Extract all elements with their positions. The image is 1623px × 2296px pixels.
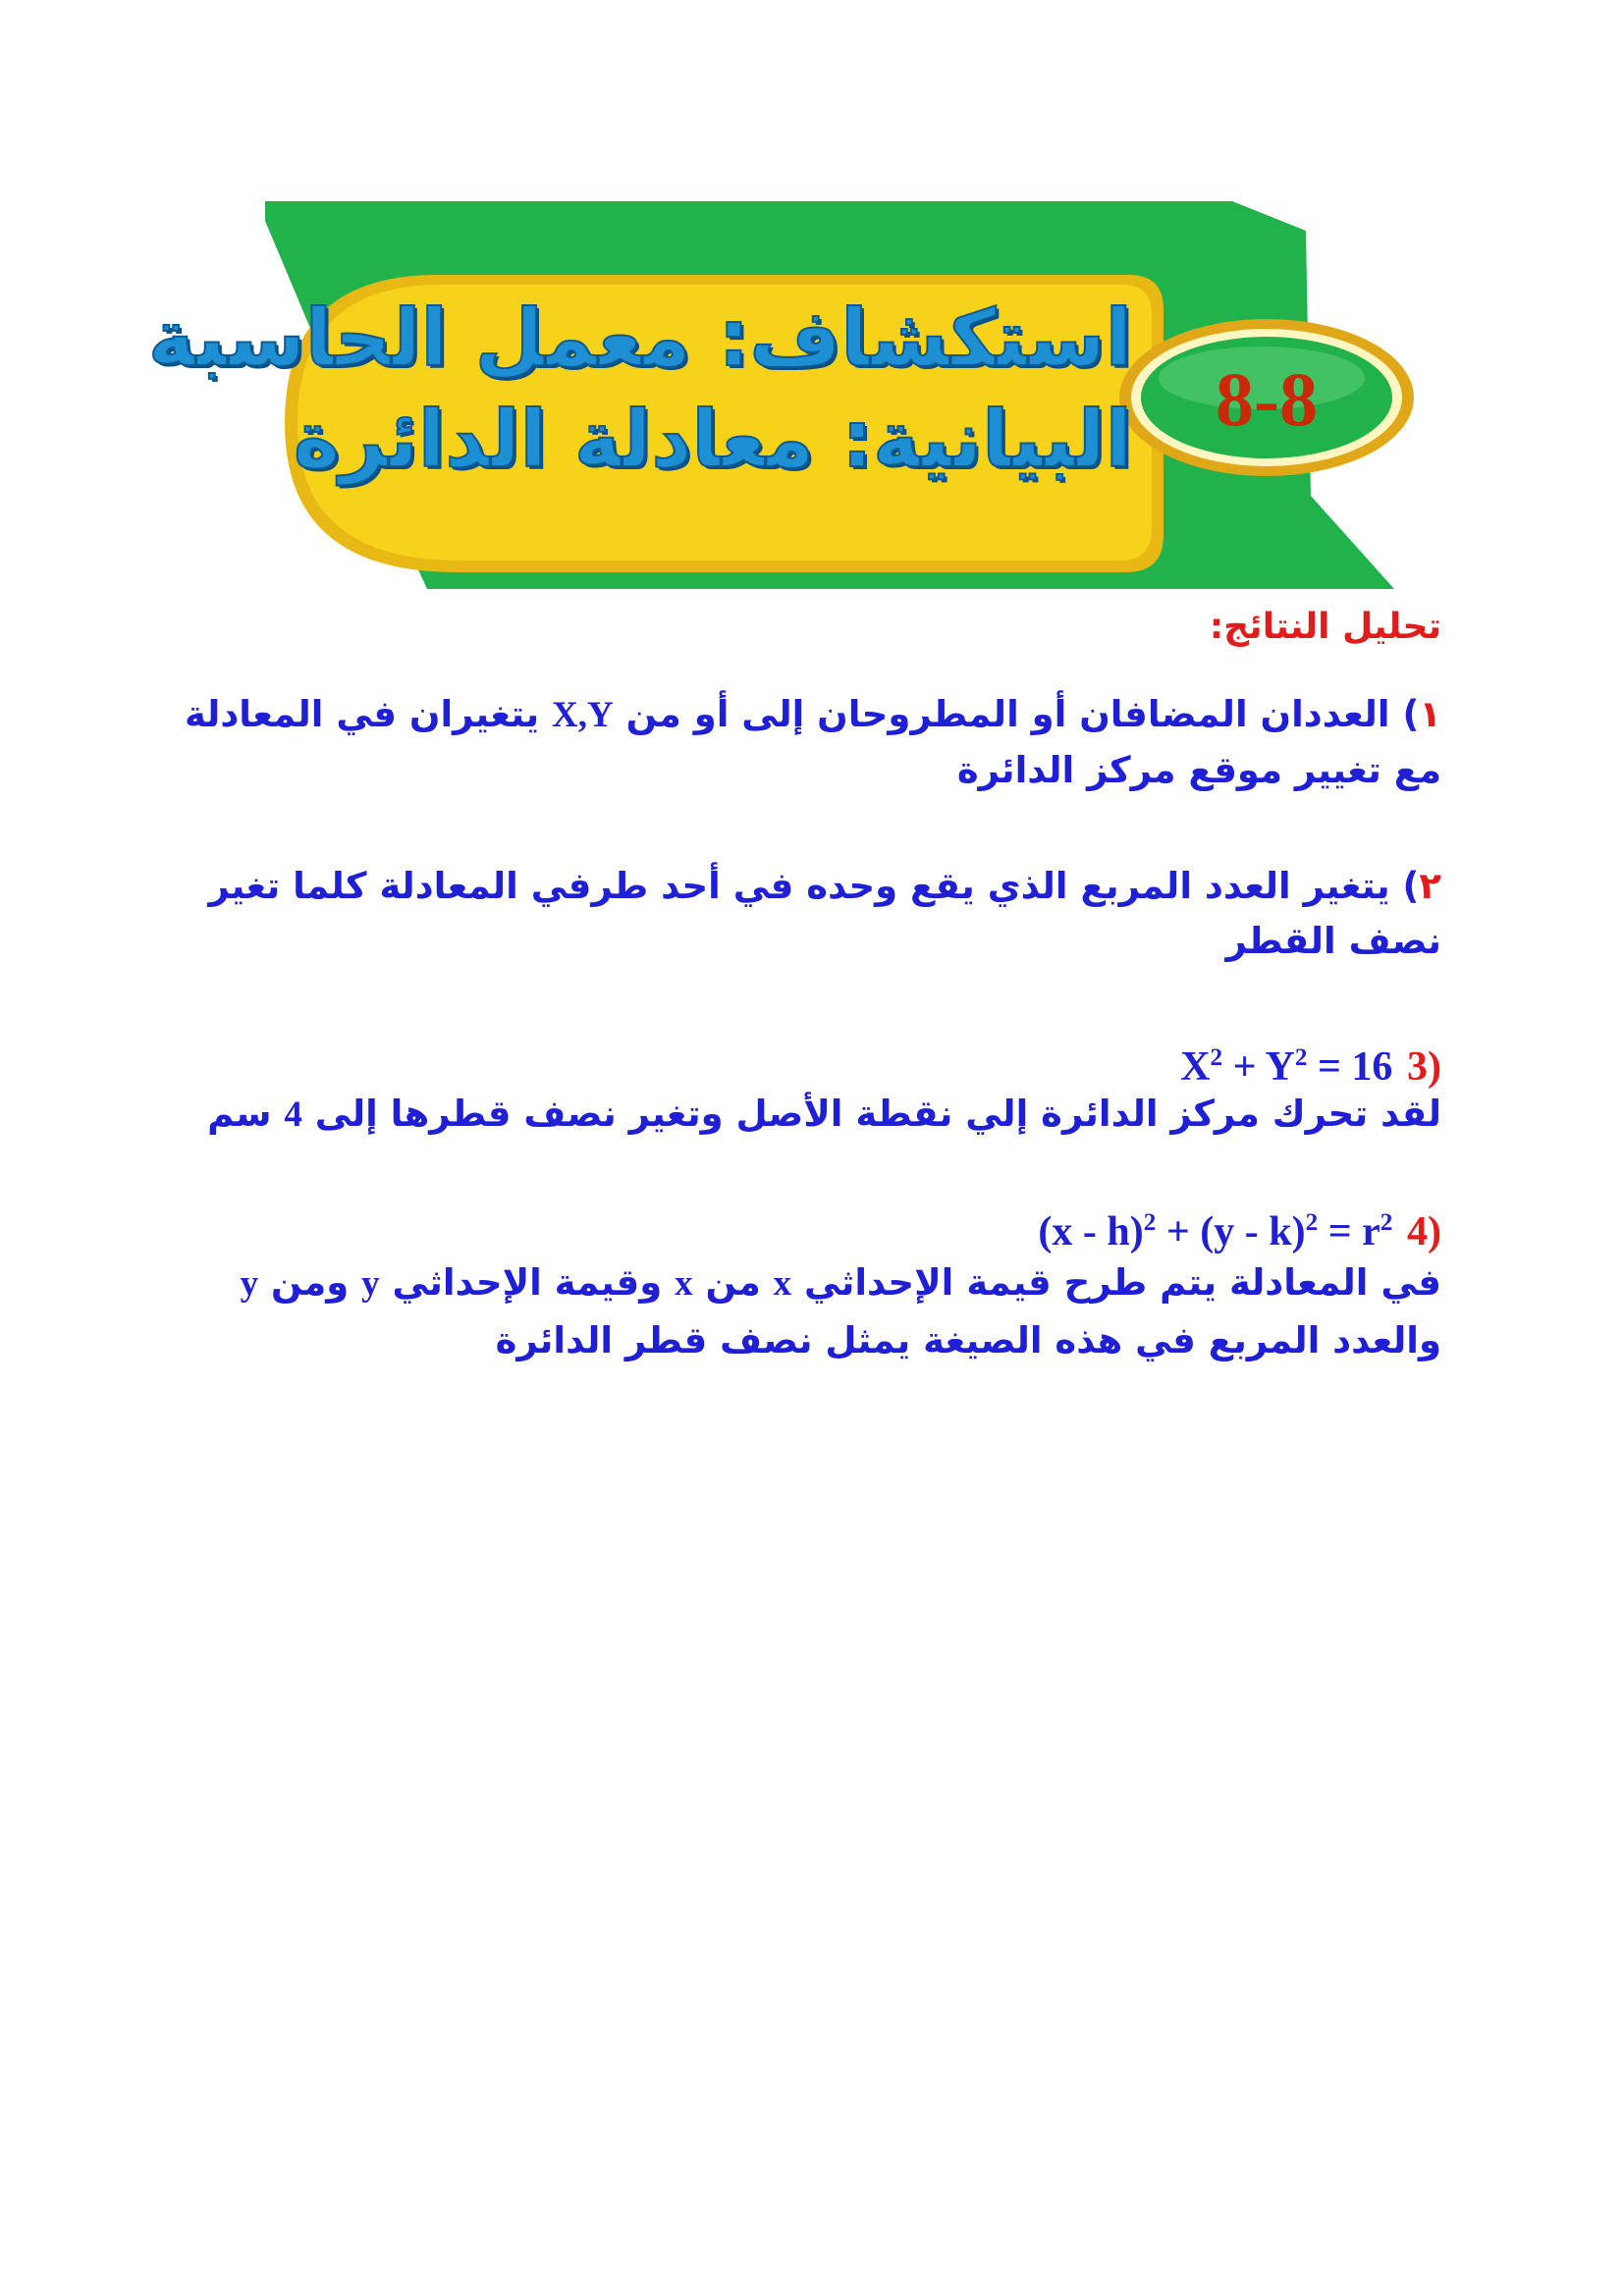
item-1-latin: X,Y [552, 695, 614, 735]
eq4-plus: + [1156, 1209, 1201, 1255]
result-item-4-text [165, 1255, 1441, 1369]
item-4-text-2: من [705, 1261, 761, 1304]
item-4-var-y2: y [240, 1263, 259, 1304]
item-3-text: لقد تحرك مركز الدائرة إلي نقطة الأصل وتغير نصف قطرها إلى [314, 1093, 1441, 1135]
item-3-equation [1180, 1031, 1392, 1095]
eq3-exp-x: 2 [1210, 1044, 1223, 1071]
section-heading: تحليل النتائج: [1209, 607, 1441, 647]
item-3-marker: (3 [1407, 1044, 1441, 1090]
item-2-marker: ٢ [1419, 865, 1441, 907]
eq4-part2: (y - k) [1200, 1209, 1306, 1255]
item-4-text-5: والعدد المربع في هذه الصيغة يمثل نصف قطر الدائرة [495, 1319, 1441, 1362]
item-1-text-before: العددان المضافان أو المطروحان إلى أو من [625, 693, 1390, 735]
eq3-rhs: = 16 [1307, 1044, 1393, 1090]
item-4-equation [1038, 1196, 1392, 1259]
eq3-exp-y: 2 [1294, 1044, 1308, 1071]
result-item-1: ١) العددان المضافان أو المطروحان إلى أو من X,Y يتغيران في المعادلة مع تغيير موقع مركز الدائرة [184, 693, 1441, 791]
lesson-number: 8-8 [1216, 356, 1318, 442]
eq4-exp3: 2 [1380, 1209, 1393, 1236]
item-3-unit: سم [207, 1093, 272, 1135]
item-4-var-y: y [361, 1263, 380, 1304]
banner-title-line-2: البيانية: معادلة الدائرة [293, 394, 1132, 485]
item-4-var-x2: x [675, 1263, 693, 1304]
eq4-exp1: 2 [1143, 1209, 1157, 1236]
result-item-4-equation-line [1038, 1196, 1441, 1259]
item-1-marker: ١ [1419, 693, 1441, 735]
item-1-text-after: يتغيران في المعادلة مع تغيير موقع مركز الدائرة [184, 693, 1441, 791]
eq3-y: Y [1265, 1044, 1295, 1090]
eq3-plus: + [1222, 1044, 1266, 1090]
item-3-value: 4 [284, 1095, 302, 1135]
eq3-x: X [1180, 1044, 1211, 1090]
eq4-exp2: 2 [1305, 1209, 1319, 1236]
eq4-part1: (x - h) [1038, 1209, 1144, 1255]
item-2-text: يتغير العدد المربع الذي يقع وحده في أحد طرفي المعادلة كلما تغير نصف القطر [208, 865, 1441, 962]
banner-title-line-1: استكشاف: معمل الحاسبة [147, 293, 1132, 384]
item-4-marker: (4 [1407, 1209, 1441, 1255]
item-4-var-x: x [773, 1263, 792, 1304]
item-4-text-4: ومن [271, 1261, 350, 1304]
item-4-text-3: وقيمة الإحداثي [392, 1261, 663, 1304]
item-4-text-1: في المعادلة يتم طرح قيمة الإحداثي [804, 1261, 1441, 1304]
result-item-2: ٢) يتغير العدد المربع الذي يقع وحده في أحد طرفي المعادلة كلما تغير نصف القطر [208, 865, 1441, 962]
result-item-3-equation-line [1180, 1031, 1441, 1095]
eq4-eq: = r [1318, 1209, 1380, 1255]
result-item-3-text [207, 1090, 1441, 1140]
